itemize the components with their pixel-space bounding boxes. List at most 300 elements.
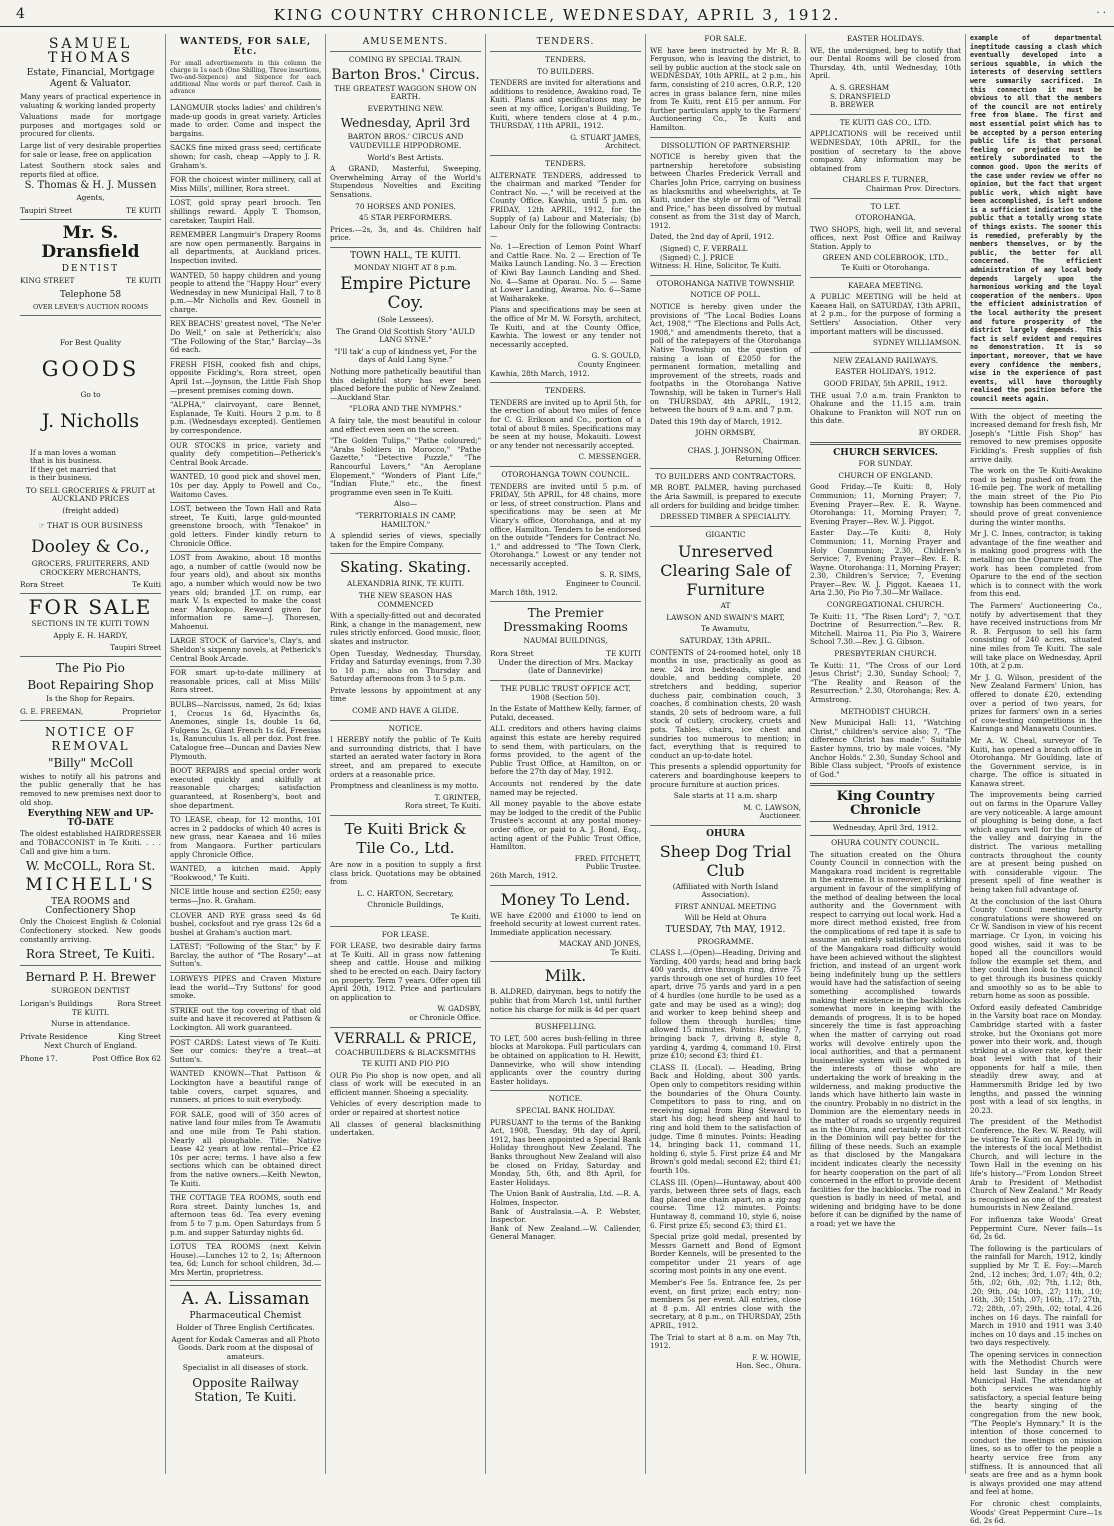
coe-heading: CHURCH OF ENGLAND. (838, 470, 933, 480)
march-18: March 18th, 1912. (490, 587, 558, 597)
trial-start: The Trial to start at 8 a.m. on May 7th, 1912. (650, 1332, 801, 1351)
brick-heading: Te Kuiti Brick & Tile Co., Ltd. (344, 820, 467, 857)
gresham: A. S. GRESHAM (830, 82, 890, 92)
news-item: For influenza take Woods' Great Peppermint Cure. Never fails—1s 6d, 2s 6d. (970, 1214, 1102, 1242)
kindness: "I'll tak' a cup of kindness yet, For the days of Auld Lang Syne." (334, 346, 477, 365)
williamson: SYDNEY WILLIAMSON. (872, 338, 961, 348)
column-5 (646, 34, 806, 1474)
classified-ad: POST CARDS: Latest views of Te Kuiti. See our comics: they're a treat—at Sutton's. (170, 1037, 321, 1064)
meth-heading: METHODIST CHURCH. (840, 706, 931, 716)
classified-ad: THE COTTAGE TEA ROOMS, south end Rora street. Dainty lunches 1s, and afternoon teas 6d. Tea every evening from 5 to 7 p.m. Open Saturdays from 5 p.m. and supper Saturday nights 6d. (170, 1193, 321, 1237)
class-2: CLASS II. (Local). — Heading, Bring Back and Holding, about 300 yards. Open only to competitors residing within the boundaries of the Ohura County. Competitors to pass to ring, and on receiving signal from Ring Steward to start his dog; head sheep and haul to ring and hold them to the satisfaction of judge. Time 8 minutes. Points: Heading 14, bringing back 11, command 11, holding 6, style 5. First prize £4 and Mr Brown's gold medal; second £2; third £1; fourth 10s. (650, 1062, 801, 1175)
easter-holidays-1912: EASTER HOLIDAYS, 1912. (835, 367, 936, 377)
rink: ALEXANDRIA RINK, TE KUITI. (347, 579, 464, 589)
held-at: Will be Held at Ohura (684, 913, 767, 923)
classified-ad: "ALPHA," clairvoyant, care Bennet, Esplanade, Te Kuiti. Hours 2 p.m. to 8 p.m. (Wednesdays excepted). Gentlemen by correspondence. (170, 400, 321, 435)
best-quality: For Best Quality (59, 338, 122, 348)
shops-text: TWO SHOPS, high, well lit, and several offices, next Post Office and Railway Station. Apply to (810, 224, 961, 251)
column-4 (486, 34, 646, 1474)
territorials: "TERRITORIALS IN CAMP, HAMILTON." (354, 510, 457, 529)
bank-text: PURSUANT to the terms of the Banking Act, 1908, Tuesday, 9th day of April, 1912, has been appointed a Special Bank Holiday throughout New Zealand. The Banks throughout New Zealand will also be closed on Friday, Saturday and Monday, 5th, 6th, and 8th April, for Easter Holidays. (490, 1117, 641, 1187)
classified-ad: LOTUS TEA ROOMS (next Kelvin House).—Lunches 12 to 2, 1s; Afternoon tea, 6d; Lunch for school children, 3d.—Mrs Mertin, proprietress. (170, 1242, 321, 1277)
programme-heading: PROGRAMME. (697, 936, 754, 946)
lawson-mart: LAWSON AND SWAIN'S MART, (666, 612, 785, 622)
news-item: At the conclusion of the last Ohura County Council meeting hearty congratulations were showered on Cr W. Sandison in view of his recent marriage. Cr Lyon, in voicing his good wishes, said it was to be hoped all the councillors would follow the example set them, and they could then look to the council to get through its business quickly and smoothly so as to be able to return home as soon as possible. (970, 896, 1102, 1001)
piopio-text: OUR Pio Pio shop is now open, and all class of work will be executed in an efficient manner. Shoeing a speciality. (330, 1070, 481, 1097)
news-item: Mr A. W. Cheal, surveyor of Te Kuiti, has opened a branch office in Otorohanga. Mr Goulding, late of the Government service, is in charge. The office is situated in Kanawa street. (970, 735, 1102, 788)
bush-text: TO LET, 500 acres bush-felling in three blocks at Marokopa. Full particulars can be obtained on application to H. Hewitt, Dannevirke, who will show intending applicants over the country during Easter holidays. (490, 1033, 641, 1086)
news-item: The work on the Te Kuiti-Awakino road is being pushed on from the 16-mile peg. The work of metalling the main street of the Pio Pio township has been commenced and should prove of great convenience during the winter months. (970, 466, 1102, 527)
naumai: NAUMAI BUILDINGS, (523, 636, 608, 646)
nurse: Nurse in attendance. (51, 1019, 130, 1029)
trust-text-3: All money payable to the above estate may be lodged to the credit of the Public Trustee's account at any postal money-order office, or paid to A. J. Bond, Esq., acting agent of the Public Trust Office, Hamilton. (490, 799, 641, 852)
dransfield-address (20, 276, 161, 285)
milk-heading: Milk. (544, 966, 587, 986)
bushfelling-heading: BUSHFELLING. (535, 1022, 596, 1032)
milk-text: B. ALDRED, dairyman, begs to notify the public that from March 1st, until further notice his charge for milk is 4d per quart (490, 987, 641, 1014)
verrall-heading: VERRALL & PRICE, (334, 1030, 477, 1047)
wanteds-intro: For small advertisements in this column the charge is 1s each (One Shilling, Three insertions, Two-and-Sixpence) and Sixpence for each additional Nine words or part thereof. Cash in advance (170, 60, 321, 95)
ohura-label: OHURA (706, 828, 745, 839)
palmer-text: MR ROBT. PALMER, having purchased the Aria Sawmill, is prepared to execute all orders for building and bridge timber. (650, 483, 801, 510)
dressmaking-heading: The Premier Dressmaking Rooms (503, 606, 628, 635)
harton-3: Te Kuiti. (450, 911, 481, 921)
dransfield-heading: Mr. S. Dransfield (41, 222, 140, 262)
opposite-line: Opposite Railway Station, Te Kuiti. (192, 1376, 299, 1405)
dransfield-sign: S. DRANSFIELD (830, 91, 891, 101)
address-left: Lorigan's Buildings (20, 998, 93, 1008)
nicholls-heading: J. Nicholls (41, 409, 140, 432)
first-annual: FIRST ANNUAL MEETING (674, 901, 777, 911)
pointing-hand-icon: ☞ (38, 520, 48, 530)
good-friday: GOOD FRIDAY, 5th APRIL, 1912. (823, 379, 948, 388)
howie-2: Hon. Sec., Ohura. (735, 1361, 801, 1371)
native-township: OTOROHANGA NATIVE TOWNSHIP. (656, 278, 795, 288)
classified-ad: WANTED, 10 good pick and shovel men, 10s per day. Apply to Powell and Co., Waitomo Caves. (170, 472, 321, 499)
classified-ad: NICE little house and section £250; easy terms—Jno. R. Graham. (170, 887, 321, 905)
news-item: Mr J. G. Wilson, president of the New Zealand Farmers' Union, has offered to donate £20, extending over a period of two years, for prizes for farmers' own in a series of cow-testing competitions in the Kairanga and Manawatu Counties. (970, 672, 1102, 734)
editorial-text: The situation created on the Ohura County Council in connection with the Mangakara road incident is regrettable in the extreme. It is moreover, a striking argument in favour of the simplifying of the method of dealing between the local authority and the Government with respect to carrying out local work. Had a more direct method existed, free from the complications of red tape it is safe to assume an entirely satisfactory solution of the Mangakara road difficulty would have been achieved without the slightest friction, and instead of an urgent work being indefinitely hung up the settlers would have had the satisfaction of seeing something accomplished towards making their existence in the backblocks somewhat more in keeping with the demands of progress. It is to be hoped sincerely the time is fast approaching when the matter of carrying out road works will devolve entirely upon the local authorities, and that a permanent businesslike system will be adopted in the interests of those who are undertaking the work of breaking in the wilderness, and making productive the lands which have hitherto lain waste in the country. Probably in no district in the Dominion are the elementary needs in the matter of roads so urgently required as in the Ohura, and certainly no district in the Dominion will pay better for the filling of these needs. Such an example as that disclosed by the Mangakara incident indicates clearly the necessity for hearty cooperation on the part of all concerned in the effort to provide decent facilities for the backblocks. The road in question is badly in need of metal, and widening and bridging have to be done before it can be dignified by the name of a road; yet we have the (810, 849, 961, 1229)
gigantic: GIGANTIC (705, 529, 746, 539)
classified-ad: REMEMBER Langmuir's Drapery Rooms are now open permanently. Bargains in all departments, at Auckland prices. Inspection invited. (170, 230, 321, 265)
editorial-continued: example of departmental ineptitude causing a clash which eventually developed into a serious squabble, in which the interests of deserving settlers were summarily sacrificed. In this connection it must be obvious to all that the members of the council are not entirely free from blame. The first and most essential point which has to be accepted by a person entering public life is that personal feeling or prejudice must be entirely subordinated to the common good. Upon the merits of the case under review we offer no opinion, but the fact that urgent public work, which might have been accomplished, is left undone is a sufficient indication to the public that a totally wrong state of things exists. The sooner this is remedied, preferably by the members themselves, or by the public, the better for all concerned. The efficient administration of any local body depends largely upon the harmonious working and the loyal cooperation of the members. Upon the efficient administration of the local authority the present and future prosperity of the district largely depends. This fact is self evident and requires no demonstration. It is so important, moreover, that we have every confidence the members, wise in the experience of past events, will have thoroughly realised the position before the council meets again. (970, 34, 1102, 403)
splendid-text: This presents a splendid opportunity for caterers and boardinghouse keepers to procure furniture at auction prices. (650, 762, 801, 789)
sims-2: Engineer to Council. (565, 579, 641, 589)
address-right: TE KUITI (126, 205, 161, 215)
views-text: A splendid series of views, specially taken for the Empire Company. (330, 531, 481, 549)
dressed-timber: DRESSED TIMBER A SPECIALITY. (660, 512, 791, 522)
news-item: With the object of meeting the increased demand for fresh fish, Mr Joseph's "Little Fish Shop" has removed to new premises opposite Fickling's. Fresh supplies of fish arrive daily. (970, 411, 1102, 464)
hardy: Apply E. H. HARDY, (53, 631, 128, 641)
column-1 (16, 34, 166, 1474)
tea-rooms: TEA ROOMS and Confectionery Shop (45, 897, 136, 916)
saturday-date: SATURDAY, 13th APRIL. (679, 636, 772, 646)
circus-prices: Prices.—2s, 3s, and 4s. Children half price. (330, 224, 481, 243)
architect: Architect. (605, 141, 641, 151)
by-order: BY ORDER. (918, 427, 961, 437)
everything-new: EVERYTHING NEW. (367, 103, 444, 113)
classified-ad: LORWEYS PIPES and Craven Mixture lead the world—Try Suttons' for good smoke. (170, 974, 321, 1001)
st-para: Large list of very desirable properties for sale or lease, free on application (20, 140, 161, 159)
gas-heading: TE KUITI GAS CO., LTD. (839, 117, 932, 127)
kcc-date: Wednesday, April 3rd, 1912. (810, 821, 961, 836)
news-item: Mr J. C. Innes, contractor, is taking advantage of the fine weather and is making good progress with the metalling on the Oparure road. The work has been completed from Oparure to the end of the section which is to connect with the work from this end. (970, 529, 1102, 599)
union-bank: The Union Bank of Australia, Ltd. —R. A. Holmes, Inspector. (490, 1189, 641, 1207)
nzr-heading: NEW ZEALAND RAILWAYS. (832, 355, 939, 365)
notice-heading: NOTICE. (548, 1094, 583, 1104)
po-box: Post Office Box 62 (92, 1053, 161, 1063)
billy-text: wishes to notify all his patrons and the public generally that he has removed to new premises next door to old shop. (20, 771, 161, 807)
tender-2: ALTERNATE TENDERS, addressed to the chairman and marked "Tender for Contract No. —," will be received at the County Office, Kawhia, until 5 p.m. on FRIDAY, 12th APRIL, 1912, for the Supply of (a) Labour and Materials; (b) Labour Only for the following Contracts:— (490, 170, 641, 240)
poem-line: If a man loves a woman (30, 447, 117, 457)
freeman (20, 707, 161, 716)
gadsby-2: or Chronicle Office. (409, 1012, 481, 1022)
classified-ad: FOR the choicest winter millinery, call at Miss Mills', milliner, Rora street. (170, 175, 321, 193)
coachbuilders: COACHBUILDERS & BLACKSMITHS (335, 1047, 476, 1057)
monday-night: MONDAY NIGHT AT 8 p.m. (354, 262, 457, 272)
chemist-label: Pharmaceutical Chemist (189, 1311, 302, 1322)
boot-sub: Is the Shop for Repairs. (45, 694, 136, 704)
sections-line: SECTIONS IN TE KUITI TOWN (31, 619, 150, 629)
lissaman-heading: A. A. Lissaman (181, 1289, 310, 1310)
dooley-heading: Dooley & Co., (31, 537, 150, 558)
kawhia-date: Kawhia, 28th March, 1912. (490, 368, 590, 378)
classified-ad: SACKS fine mixed grass seed; certificate shown; for cash, cheap —Apply to J. R. Graham's. (170, 143, 321, 170)
for-sale-heading: FOR SALE. (704, 34, 747, 43)
freeman-role: Proprietor (122, 706, 161, 716)
programme-list: "The Golden Tulips," "Pathe coloured;" "Arabs Soldiers in Morocco," "Pathe Gazette," "Detective Puzzle," "The Rancourful Lovers," "An Aeroplane Elopement," "Wonders of Plant Life," "Indian Flute," etc., the finest programme even seen in Te Kuiti. (330, 436, 481, 497)
news-item: The improvements being carried out on farms in the Oparure Valley are very noticeable. A large amount of ploughing is being done, a fact which augurs well for the future of the valley and dairying in the district. The various metalling contracts throughout the county are at present being pushed on with considerable vigour. The present spell of fine weather is being taken full advantage of. (970, 790, 1102, 894)
rink-text: With a specially-fitted out and decorated Rink, a change in the management, new rules strictly enforced. Good music, floor, skates and instructor. (330, 611, 481, 646)
stuart-james: G. STUART JAMES, (570, 132, 641, 142)
cong-heading: CONGREGATIONAL CHURCH. (826, 600, 945, 610)
also: Also— (393, 499, 418, 509)
lessees: (Sole Lessees). (377, 315, 434, 325)
affiliated: (Affiliated with North Island Association). (672, 881, 779, 900)
meeting-date: TUESDAY, 7th MAY, 1912. (665, 924, 786, 935)
news-item: Oxford easily defeated Cambridge in the Varsity boat race on Monday. Cambridge started with a faster stroke, but the Oxonians got more power into their work, and, though striking at a slower rate, kept their boat level with that of their opponents for half a mile, then steadily drew away, and at Hammersmith Bridge led by two lengths, and passed the winning post with a lead of six lengths, in 20.23. (970, 1002, 1102, 1115)
news-item: The following is the particulars of the rainfall for March, 1912, kindly supplied by Mr T. E. Foy:—March 2nd, .12 inches; 3rd, 1.07; 4th, 0.2; 5th, .02; 6th, .02; 7th, 1.12; 8th, .20; 9th, .04; 10th, .27; 11th, .10; 16th, .30; 15th, .07; 16th, .17; 27th, .72; 28th, .07; 29th, .02; total, 4.26 inches on 16 days. The rainfall for March in 1910 and 1911 was 3.40 inches on 10 days and .15 inches on two days respectively. (970, 1243, 1102, 1348)
news-item: The president of the Methodist Conference, the Rev. W. Ready, will be visiting Te Kuiti on April 10th in the interests of the local Methodist Church, and will lecture in the Town Hall in the evening on his life's history—"From London Street Arab to President of Methodist Church of New Zealand." Mr Ready is recognised as one of the greatest humourists in New Zealand. (970, 1117, 1102, 1213)
column-6 (806, 34, 966, 1474)
vaudeville: BARTON BROS.' CIRCUS AND VAUDEVILLE HIPPODROME. (347, 132, 464, 150)
our-business-text: THAT IS OUR BUSINESS (47, 520, 143, 530)
easter-heading: EASTER HOLIDAYS. (846, 34, 925, 43)
masthead (0, 0, 1114, 27)
address-left: KING STREET (20, 276, 75, 286)
classified-ad: STRIKE out the top covering of that old suite and have it recovered at Pattison & Lockington. All work guaranteed. (170, 1005, 321, 1033)
for-lease-heading: FOR LEASE. (381, 929, 430, 939)
tender-1: TENDERS are invited for alterations and additions to residence, Awakino road, Te Kuiti. Plans and specifications may be seen at my office, Lorigan's Building, Te Kuiti, where tenders close at 4 p.m., THURSDAY, 11th APRIL, 1912. (490, 78, 641, 131)
for-sale-heading: FOR SALE (28, 595, 153, 620)
news-item: For chronic chest complaints, Woods' Great Peppermint Cure—1s 6d, 2s 6d. (970, 1498, 1102, 1526)
page-number: 4 (16, 6, 25, 22)
special-train: COMING BY SPECIAL TRAIN. (348, 55, 463, 64)
tender-4: TENDERS are invited until 5 p.m. of FRIDAY, 5th APRIL, for 48 chains, more or less, of street construction. Plans and specifications may be seen at Mr Vicary's office, Otorohanga, and at my office, Hamilton. Tenders to be endorsed on the outside "Tenders for Contract No. 1," and addressed to "The Town Clerk, Otorohanga." Lowest or any tender not necessarily accepted. (490, 481, 641, 568)
poem-line: is their business. (30, 473, 92, 483)
decorative-dots-icon: · · (1096, 8, 1106, 19)
green-colebrook: GREEN AND COLEBROOK, LTD., (822, 253, 949, 263)
lever-note: OVER LEVER'S AUCTION ROOMS (32, 302, 149, 311)
skating-heading: Skating. Skating. (339, 558, 472, 577)
tender-2-plans: Plans and specifications may be seen at the office of Mr M. W. Forsyth, architect, Te Kuiti, and at the County Office, Kawhia. The lowest or any tender not necessarily accepted. (490, 305, 641, 349)
contents-text: CONTENTS of 24-roomed hotel, only 18 months in use, practically as good as new. 24 iron bedsteads, single and double, and bedding complete, 20 stretchers and bedding, superior duchess pair, combination couch, 3 coaches, 8 combination chests, 20 wash stands, 20 sets of bedroom ware, a full stock of cutlery, crockery, cruets and pots. Tables, chairs, ice chest and sundries too numerous to mention; in fact, everything that is required to conduct an up-to-date hotel. (650, 647, 801, 760)
mackay-direction: Under the direction of Mrs. Mackay (late of Dannevirke) (498, 657, 633, 676)
notice-text: I HEREBY notify the public of Te Kuiti and surrounding districts, that I have started an aerated water factory in Rora street, and am prepared to execute orders at a reasonable price. (330, 735, 481, 779)
column-3 (326, 34, 486, 1474)
easter-text: WE, the undersigned, beg to notify that our Dental Rooms will be closed from Thursday, 4th, until Wednesday, 10th April. (810, 45, 961, 81)
glide: COME AND HAVE A GLIDE. (352, 706, 459, 716)
public-trust: THE PUBLIC TRUST OFFICE ACT, 1908 (Section 50). (500, 684, 631, 702)
flora-text: A fairy tale, the most beautiful in colour and effect even seen on the screen. (330, 416, 481, 434)
classified-ad: LANGMUIR stocks ladies' and children's made-up goods in great variety. Articles made to order. Come and inspect the bargains. (170, 103, 321, 138)
billy-heading: "Billy" McColl (47, 755, 134, 770)
tea-text: Only the Choicest English & Colonial Confectionery stocked. New goods constantly arriving. (20, 917, 161, 944)
meth-text: New Municipal Hall: 11, "Watching Christ," children's service also; 7, "The difference Christ has made." Suitable Easter hymns, trio by male voices, "My Anchor Holds." 2.30, Sunday School and Bible Class subject, "Proofs of existence of God." (810, 718, 961, 779)
chairman: Chairman. (762, 436, 801, 446)
st-para: Latest Southern stock sales and reports filed at office. (20, 161, 161, 179)
brick-text: Are now in a position to supply a first class brick. Quotations may be obtained from (330, 860, 481, 887)
te-kuiti: TE KUITI. (71, 1007, 110, 1017)
clearing-sale-heading: Unreserved Clearing Sale of Furniture (660, 542, 791, 600)
dissolution-dated: Dated, the 2nd day of April, 1912. (650, 232, 774, 242)
newspaper-title: KING COUNTRY CHRONICLE, WEDNESDAY, APRIL 3, 1912. (273, 6, 841, 24)
surgeon-label: SURGEON DENTIST (51, 986, 130, 996)
freeman-name: G. E. FREEMAN, (20, 706, 84, 716)
sheepdog-heading: Sheep Dog Trial Club (659, 841, 792, 880)
michells-heading: MICHELL'S (25, 875, 156, 896)
boot-shop-heading: Boot Repairing Shop (27, 678, 154, 693)
fitchett: FRED. FITCHETT, (574, 853, 641, 863)
barton-heading: Barton Bros.' Circus. (331, 66, 480, 83)
witness: Witness: H. Hine, Solicitor, Te Kuiti. (650, 261, 782, 271)
everything-new: Everything NEW and UP-TO-DATE (27, 809, 154, 828)
poem-line: If they get married that (30, 464, 117, 474)
wanteds-heading: WANTEDS, FOR SALE, Etc. (179, 37, 312, 57)
cong-text: Te Kuiti: 11, "The Risen Lord"; 7, "O.T. Doctrine of Resurrection."—Rev. R. Mitchell. Mairoa 11, Pio Pio 3, Wairere School 7.30.—Rev. J. G. Gibson. (810, 611, 961, 647)
tenders-sub: TENDERS. (545, 55, 586, 64)
trust-text-2: Accounts not rendered by the date named may be rejected. (490, 778, 641, 797)
sale-starts: Sale starts at 11 a.m. sharp (673, 791, 778, 801)
goto-label: Go to (80, 389, 101, 399)
news-item: The opening services in connection with the Methodist Church were held last Sunday in the new Municipal Hall. The attendance at both services was highly satisfactory, a special feature being the hearty singing of the congregation from the new book, "The People's Hymnary." It is the intention of those concerned to conduct the meetings on mission lines, so as to offer to the people a hearty service free from any stiffness. It is announced that all seats are free and as a hymn book is always provided one may attend and feel at home. (970, 1349, 1102, 1497)
otorohanga-label: OTOROHANGA. (855, 213, 916, 223)
lawson-name: M. C. LAWSON, (743, 802, 801, 812)
tenders-heading: TENDERS. (536, 37, 595, 47)
signed-price: (Signed) C. J. PRICE (660, 252, 734, 262)
address-left: Rora Street (490, 648, 534, 658)
classified-ad: CLOVER AND RYE grass seed 4s 6d bushel, cocksfoot and rye grass 12s 6d a bushel at Graham's auction mart. (170, 910, 321, 937)
classified-ad: FOR SALE, good will of 350 acres of native land four miles from Te Awamutu and one mile from Te Pahi station. Nearly all ploughable. Title: Native Lease 42 years at low rental—Price £2 10s per acre; terms. I have also a few sections which can be obtained direct from the native owners.—Keith Newton, Te Kuiti. (170, 1109, 321, 1188)
howie: F. W. HOWIE, (751, 1352, 801, 1362)
vehicles: Vehicles of every description made to order or repaired at shortest notice (330, 1099, 481, 1118)
dissolution-heading: DISSOLUTION OF PARTNERSHIP. (660, 140, 791, 150)
sims: S. R. SIMS, (599, 570, 641, 580)
samuel-thomas-heading: SAMUEL THOMAS (47, 36, 134, 66)
poll-text: NOTICE is hereby given under the provisions of "The Local Bodies Loans Act, 1908," "The Elections and Polls Act, 1908," and amendments thereto, that a poll of the ratepayers of the Otorohanga Native Township on the question of raising a loan of £2050 for the permanent formation, metalling and improvement of the streets, roads and footpaths in the Otorohanga Native Township, will be taken in Turner's Hall on THURSDAY, 4th APRIL, 1912, between the hours of 9 a.m. and 7 p.m. (650, 302, 801, 415)
worlds-best: World's Best Artists. (367, 152, 444, 162)
goods-heading: GOODS (41, 356, 140, 381)
classified-ad: FRESH FISH, cooked fish and chips, opposite Fickling's, Rora street, open April 1st.—Joynson, the Little Fish Shop—present premises coming down. (170, 359, 321, 395)
train-text: THE usual 7.0 a.m. train Frankton to Ohakune and the 11.15 a.m. train Ohakune to Frankton will NOT run on this date. (810, 390, 961, 426)
season: THE NEW SEASON HAS COMMENCED (358, 590, 453, 609)
kaeaea-heading: KAEAEA MEETING. (847, 280, 924, 290)
tenders-sub: TENDERS. (545, 386, 586, 396)
dentist-label: DENTIST (61, 263, 120, 274)
scottish-story: The Grand Old Scottish Story "AULD LANG SYNE." (336, 326, 475, 345)
notice-of-poll: NOTICE OF POLL. (690, 290, 761, 300)
bank-australasia: Bank of Australasia.—A. P. Webster, Inspector. (490, 1206, 641, 1225)
trust-text: ALL creditors and others having claims against this estate are hereby required to send them, with particulars, on the forms provided, to the agent of the Public Trust Office, at Hamilton, on or before the 27th day of May, 1912. (490, 724, 641, 777)
next-church: Next Church of England. (43, 1040, 138, 1050)
classified-ad: TO LEASE, cheap, for 12 months, 101 acres in 2 paddocks of which 40 acres is new grass, near Kaeaea and 16 miles from Mangaora. Further particulars apply Chronicle Office. (170, 815, 321, 859)
address-right: Te Kuiti (132, 580, 161, 590)
phone-box (20, 1054, 161, 1063)
dissolution-text: NOTICE is hereby given that the partnership heretofore subsisting between Charles Frederick Verrall and Charles John Price, carrying on business as blacksmiths and wheelwrights, at Te Kuiti, under the style or firm of "Verrall and Price," has been dissolved by mutual consent as from the 31st day of March, 1912. (650, 152, 801, 230)
blacksmithing: All classes of general blacksmithing undertaken. (330, 1119, 481, 1138)
st-agents-sub: Agents, (76, 192, 105, 202)
johnson: CHAS. J. JOHNSON, (687, 445, 764, 455)
money-text: WE have £2000 and £1000 to lend on freehold security at lowest current rates. Immediate application necessary. (490, 910, 641, 937)
poll-dated: Dated this 19th day of March, 1912. (650, 416, 783, 426)
dooley-sub: GROCERS, FRUITERERS, AND CROCKERY MERCHANTS, (31, 559, 150, 577)
st-para: Many years of practical experience in valuating & working landed property (20, 92, 161, 110)
bnz: Bank of New Zealand.—W. Callender, General Manager. (490, 1223, 641, 1242)
address-left: Private Residence (20, 1031, 88, 1041)
column-2 (166, 34, 326, 1474)
fitchett-2: Public Trustee. (585, 862, 641, 872)
poem-line: that is his business. (30, 456, 102, 466)
to-builders: TO BUILDERS. (537, 66, 594, 76)
classified-list (170, 104, 321, 1281)
estate: In the Estate of Matthew Kelly, farmer, of Putaki, deceased. (490, 704, 641, 722)
lease-text: FOR LEASE, two desirable dairy farms at Te Kuiti. All in grass now fattening sheep and cattle. House and milking shed to be erected on each. Dairy factory on property. Term 7 years. Offer open till April 20th, 1912. Price and particulars on application to (330, 941, 481, 1002)
st-subtitle: Estate, Financial, Mortgage Agent & Valuator. (26, 68, 155, 89)
classified-ad: BOOT REPAIRS and special order work executed quickly and skilfully at reasonable charges; satisfaction guaranteed, at Rosenberg's, boot and shoe department. (170, 766, 321, 810)
town-hall: TOWN HALL, TE KUITI. (350, 250, 461, 261)
mackay-jones: MACKAY AND JONES, (559, 939, 641, 949)
otorohanga-council: OTOROHANGA TOWN COUNCIL. (501, 469, 630, 479)
kcc-heading: King Country Chronicle (836, 789, 935, 819)
class-1: CLASS I.—(Open)—Heading, Driving and Yarding, 400 yards; head and bring back 400 yards, drive through ring, drive 75 yards through one set of hurdles 10 feet apart, drive 75 yards and yard in a pen of 4 hurdles (one hurdle to be used as a gate and may be used as a wing); dog and worker to keep behind sheep and follow them through hurdles; time allowed 15 minutes. Points: Heading 7, bringing back 7, driving 8, style 8, yarding 4, yardmg 4, command 10. First prize £10; second £3; third £1. (650, 948, 801, 1061)
flora: "FLORA AND THE NYMPHS." (349, 404, 462, 414)
classified-ad: OUR STOCKS in price, variety and quality defy competition—Petherick's Central Book Arcade. (170, 440, 321, 467)
to-builders-contractors: TO BUILDERS AND CONTRACTORS. (655, 471, 796, 481)
classified-ad: WANTED, a kitchen maid. Apply "Rookwood," Te Kuiti. (170, 864, 321, 882)
st-para: Valuations made for mortgage purposes and mortgages sold or procured for clients. (20, 112, 161, 139)
kaeaea-text: A PUBLIC MEETING will be held at Kaeaea Hall, on SATURDAY, 13th APRIL, at 2 p.m., for the purpose of forming a Settlers' Association. Other very important matters will be discussed. (810, 292, 961, 336)
telephone: Telephone 58 (59, 290, 122, 301)
tk-piopio: TE KUITI AND PIO PIO (361, 1059, 450, 1069)
special-prize: Special prize gold medal, presented by Messrs Garnett and Bond of Egmont Border Kennels, will be presented to the competitor under 21 years of age scoring most points in any one event. (650, 1232, 801, 1276)
st-agents: S. Thomas & H. J. Mussen (24, 180, 157, 192)
ormsby: JOHN ORMSBY, (695, 428, 756, 438)
classified-ad: LOST from Awakino, about 18 months ago, a number of cattle (would now be four years old), and about six months ago, a number which would now be two years old; branded J.T. on rump, ear mark V. Is expected to make the coast near Marokopo. Reward given for information re same—J. Thoresen, Mahoenui. (170, 553, 321, 631)
greatest-show: THE GREATEST WAGGON SHOW ON EARTH. (334, 83, 477, 102)
horses: 70 HORSES AND PONIES. (355, 201, 456, 211)
dooley-address (20, 580, 161, 589)
holder-line: Holder of Three English Certificates. (176, 1323, 315, 1333)
classified-ad: LOST, gold spray pearl brooch. Ten shillings reward. Apply T. Thomson, caretaker, Taupiri Hall. (170, 198, 321, 225)
harton-2: Chronicle Buildings, (367, 900, 444, 910)
rink-open: Open Tuesday, Wednesday, Thursday, Friday and Saturday evenings, from 7.30 to 10 p.m.; also on Thursday and Saturday afternoons from 3 to 5 p.m. (330, 648, 481, 684)
empire-heading: Empire Picture Coy. (340, 274, 471, 314)
classified-ad: FOR smart up-to-date millinery at reasonable prices, call at Miss Mills' Rora street. (170, 668, 321, 695)
signed-verrall: (Signed) C. F. VERRALL (660, 244, 748, 254)
at: AT (720, 601, 731, 611)
coe-text: Good Friday.—Te Kuiti: 8, Holy Communion; 11, Morning Prayer; 7, Evening Prayer—Rev. E. R. Wayne. Otorohanga: 11, Morning Prayer; 7, Evening Prayer—Rev. W. J. Piggot. (810, 482, 961, 526)
freight-note: (freight added) (62, 506, 119, 516)
empire-text: Nothing more pathetically beautiful than this delightful story has ever been placed before the public of New Zealand.—Auckland Star. (330, 367, 481, 402)
green-colebrook-2: Te Kuiti or Otorohanga. (841, 263, 930, 273)
rink-lessons: Private lessons by appointment at any time (330, 685, 481, 704)
brewer-sign: B. BREWER (830, 100, 874, 110)
classified-ad: BULBS—Narcissus, named, 2s 6d; Ixias 1, Crocus 1s 6d, Hyacinths 6s, Anemones, single 1s, double 1s 6d, Fulgens 2s, Giant French 1s 6d, Freesias 1s, Ranunculus 1s, all per doz. Post free. Catalogue free—Duncan and Davies New Plymouth. (170, 700, 321, 761)
gould: G. S. GOULD, (591, 351, 641, 361)
circus-date: Wednesday, April 3rd (340, 116, 471, 131)
tender-2-contracts: No. 1—Erection of Lemon Point Wharf and Cattle Race. No. 2 — Erection of Te Maika Launch Landing. No. 3 — Erection of Kiwi Bay Launch Landing and Shed. No. 4—Same at Oparau. No. 5 — Same at Lower Landing, Awaroa. No. 6—Same at Waiharakeke. (490, 242, 642, 303)
mccoll-heading: W. McCOLL, Rora St. (25, 859, 156, 874)
news-item: The Farmers' Auctioneering Co., notify by advertisement that they have received instructions from Mr R. B. Ferguson to sell his farm consisting of 240 acres, situated nine miles from Te Kuiti. The sale will take place on Wednesday, April 10th, at 2 p.m. (970, 601, 1102, 671)
turner-2: Chairman Prov. Directors. (866, 183, 961, 193)
returning-officer: Returning Officer. (735, 454, 801, 464)
grand-array: A GRAND, Masterful, Sweeping, Overwhelming Array of the World's Stupendous Novelties and Exciting Sensations. (330, 164, 481, 199)
specialist-line: Specialist in all diseases of stock. (182, 1363, 309, 1373)
address-right: TE KUITI (606, 648, 641, 658)
tender-3: TENDERS are invited up to April 5th, for the erection of about two miles of fence for C. G. Erikson and Co., portion of a total of about 8 miles. Specifications may be seen at my house, Mokauiti. Lowest or any tender not necessarily accepted. (490, 397, 641, 450)
tenders-sub: TENDERS. (545, 158, 586, 168)
church-services-heading: CHURCH SERVICES. (833, 447, 938, 458)
grinter: T. GRINTER, (434, 792, 481, 802)
march-26: 26th March, 1912. (490, 870, 558, 880)
classified-ad: LARGE STOCK of Garvice's, Clay's, and Sheldon's sixpenny novels, at Petherick's Central Book Arcade. (170, 636, 321, 663)
billy-text-2: The oldest established HAIRDRESSER and TOBACCONIST in Te Kuiti. . . . Call and give him a turn. (20, 829, 161, 856)
pres-heading: PRESBYTERIAN CHURCH. (834, 649, 937, 659)
promptness: Promptness and cleanliness is my motto. (330, 781, 479, 791)
naumai-address (490, 649, 641, 658)
groceries-line: TO SELL GROCERIES & FRUIT at AUCKLAND PRICES (25, 485, 156, 504)
coe-text-2: Easter Day.—Te Kuiti: 8, Holy Communion; 11, Morning Prayer and Holy Communion; 2.30, Children's Service; 7, Evening Prayer—Rev. E. R. Wayne. Otorohanga: 11, Morning Prayer; 2.30, Children's Service; 7, Evening Prayer—Rev. W. J. Piggot. Kaeaea 11, Aria 2.30, Pio Pio 7.30—Mr Wallace. (810, 528, 961, 598)
our-business (20, 522, 161, 531)
hardy-street: Taupiri Street (110, 642, 161, 652)
mackay-jones-2: Te Kuiti. (610, 947, 641, 957)
amusements-heading: AMUSEMENTS. (362, 37, 449, 47)
to-let: TO LET. (870, 201, 901, 211)
address-right: Rora Street (117, 998, 161, 1008)
turner: CHARLES F. TURNER, (842, 175, 929, 185)
performers: 45 STAR PERFORMERS. (359, 213, 452, 223)
private-residence (20, 1032, 161, 1041)
removal-heading: NOTICE OF REMOVAL (44, 724, 136, 753)
lorigan-address (20, 999, 161, 1008)
column-7 (966, 34, 1106, 1526)
kodak-line: Agent for Kodak Cameras and all Photo Goods. Dark room at the disposal of amateurs. (171, 1334, 320, 1361)
classified-ad: REX BEACHS' greatest novel, "The Ne'er Do Well," on sale at Petherick's; also "The Following of the Star," Barclay—3s 6d each. (170, 319, 321, 355)
address-left: Taupiri Street (20, 205, 73, 215)
pres-text: Te Kuiti: 11, "The Cross of our Lord Jesus Christ"; 2.30, Sunday School; 7, "The Reality and Reason of the Resurrection." 2.30, Otorohanga; Rev. A. Armstrong. (810, 660, 961, 704)
gas-text: APPLICATIONS will be received until WEDNESDAY, 10th APRIL, for the position of secretary to the above company. Any information may be obtained from (810, 129, 961, 173)
money-heading: Money To Lend. (500, 889, 631, 909)
address-left: Rora Street (20, 580, 64, 590)
classified-ad: WANTED KNOWN—That Pattison & Lockington have a beautiful range of table covers, carpet squares, and runners, at prices to suit everybody. (170, 1069, 321, 1105)
gadsby: W. GADSBY, (437, 1004, 481, 1014)
rora-te-kuiti: Rora Street, Te Kuiti. (25, 947, 156, 962)
ohura-council-heading: OHURA COUNTY COUNCIL. (831, 837, 940, 847)
piopio-heading: The Pio Pio (56, 661, 125, 676)
brewer-heading: Bernard P. H. Brewer (25, 970, 156, 985)
address-right: King Street (117, 1031, 161, 1041)
harton: L. C. HARTON, Secretary, (357, 888, 454, 898)
